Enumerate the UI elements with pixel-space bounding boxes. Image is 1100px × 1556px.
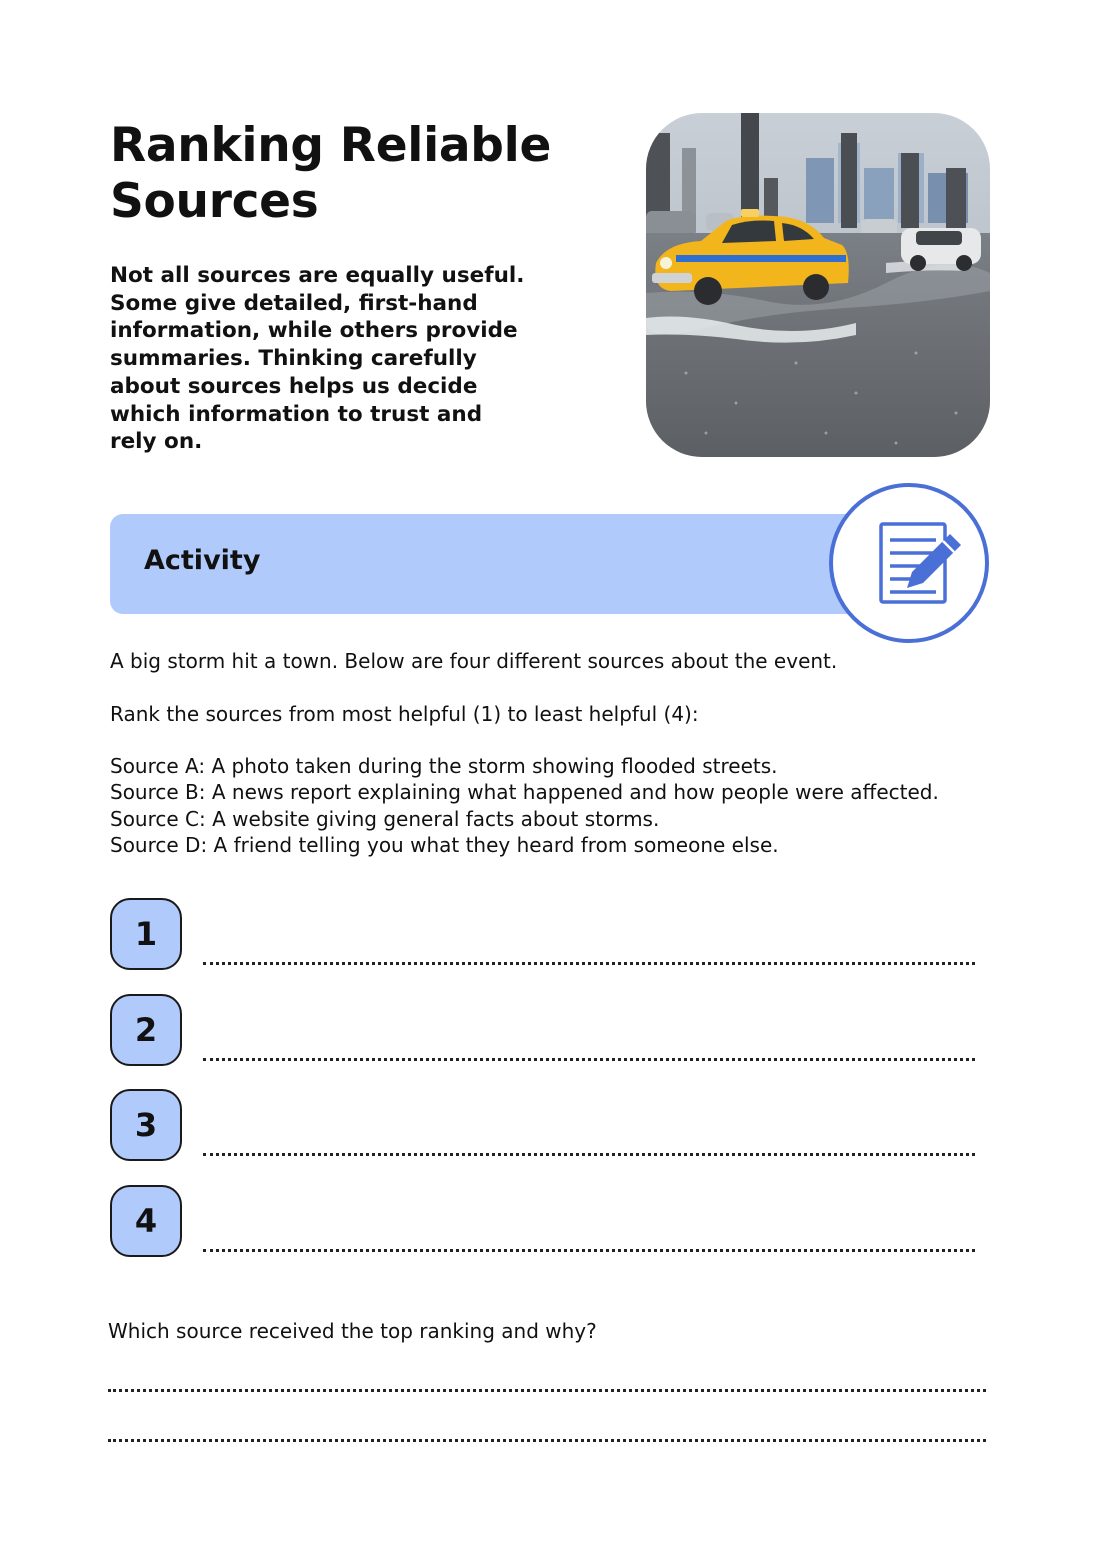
intro-paragraph: Not all sources are equally useful. Some give detailed, first-hand information, while others provide summaries. Thinking carefully about sources helps us decide which information to trust and rely on.: [110, 263, 525, 455]
activity-banner: [110, 514, 890, 614]
rank-answer-line-3[interactable]: [203, 1153, 975, 1156]
reflection-question: Which source received the top ranking and why?: [108, 1319, 597, 1343]
source-a: Source A: A photo taken during the storm showing flooded streets.: [110, 754, 778, 779]
page-title: Ranking Reliable Sources: [110, 118, 552, 229]
rank-row-4: [110, 1185, 975, 1259]
source-c: Source C: A website giving general facts about storms.: [110, 806, 660, 831]
rank-answer-line-2[interactable]: [203, 1058, 975, 1061]
source-d: Source D: A friend telling you what they heard from someone else.: [110, 833, 779, 858]
storm-flood-photo: [646, 113, 990, 457]
rank-answer-line-4[interactable]: [203, 1249, 975, 1252]
task-text: Rank the sources from most helpful (1) to least helpful (4):: [110, 701, 699, 726]
scenario-text: A big storm hit a town. Below are four different sources about the event.: [110, 649, 838, 673]
rank-badge-3: 3: [110, 1089, 182, 1161]
rank-badge-1: 1: [110, 898, 182, 970]
rank-badge-2: 2: [110, 994, 182, 1066]
rank-row-2: [110, 994, 975, 1068]
rank-row-1: [110, 898, 975, 972]
reflection-answer-line-2[interactable]: [108, 1439, 986, 1442]
document-pencil-icon: [829, 483, 989, 643]
rank-answer-line-1[interactable]: [203, 962, 975, 965]
activity-instructions: [110, 648, 1010, 858]
reflection-answer-line-1[interactable]: [108, 1389, 986, 1392]
source-b: Source B: A news report explaining what happened and how people were affected.: [110, 780, 939, 805]
rank-row-3: [110, 1089, 975, 1163]
activity-heading: Activity: [144, 545, 261, 576]
rank-badge-4: 4: [110, 1185, 182, 1257]
